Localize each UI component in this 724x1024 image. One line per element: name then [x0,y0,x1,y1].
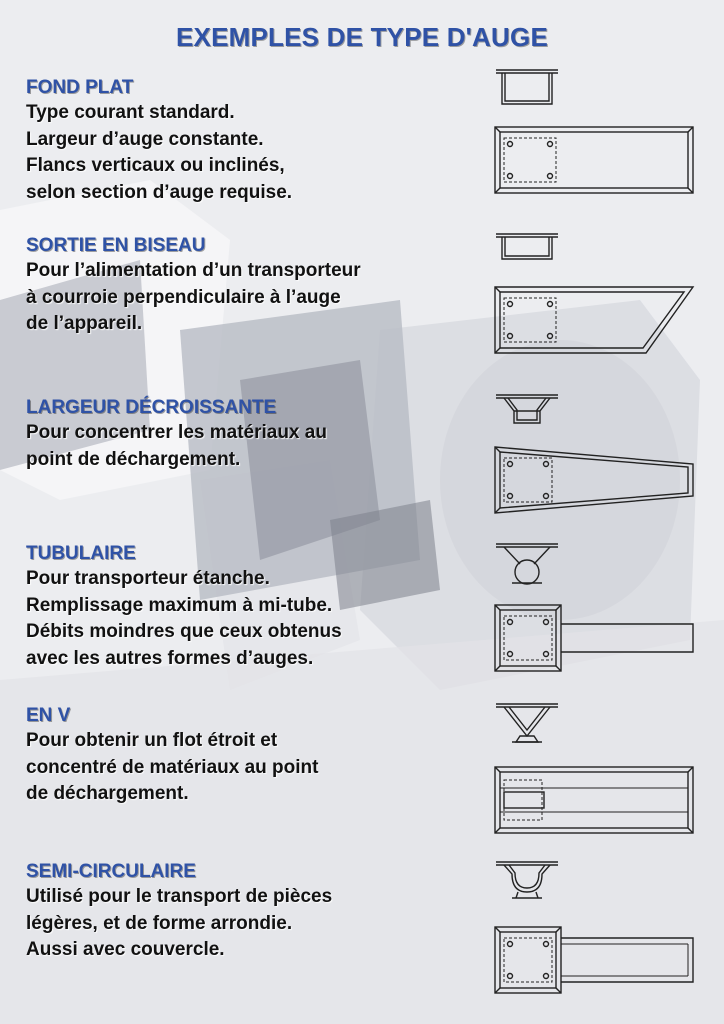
section-largeur-decroissante [26,396,466,473]
section-text-line: Flancs verticaux ou inclinés, [26,155,285,176]
section-heading: FOND PLAT [26,77,134,98]
section-text-line: selon section d’auge requise. [26,181,293,203]
section-text-line: Pour l’alimentation d’un transporteur [26,260,361,281]
fond-plat-section-drawing [496,68,558,108]
sortie-biseau-section-drawing [496,232,558,262]
section-text-line: Pour concentrer les matériaux au [26,422,327,443]
tubulaire-plan-drawing [494,604,694,672]
section-text-line: Utilisé pour le transport de pièces [26,886,333,907]
section-text-line: à courroie perpendiculaire à l’auge [26,286,341,308]
section-heading: SORTIE EN BISEAU [26,235,206,256]
section-heading: SEMI-CIRCULAIRE [26,861,196,882]
section-heading: LARGEUR DÉCROISSANTE [26,397,277,418]
section-text-line: avec les autres formes d’auges. [26,647,314,669]
section-text-line: Pour obtenir un flot étroit et [26,730,278,751]
section-text-line: de l’appareil. [26,313,143,334]
section-text-line: Débits moindres que ceux obtenus [26,621,342,642]
largeur-decroissante-section-drawing [496,393,558,427]
section-text-line: concentré de matériaux au point [26,756,319,778]
section-text-line: Largeur d’auge constante. [26,128,264,150]
page-title: EXEMPLES DE TYPE D'AUGE [176,22,548,52]
en-v-plan-drawing [494,766,694,834]
section-sortie-en-biseau [26,234,466,338]
section-text-line: Aussi avec couvercle. [26,939,225,960]
section-text-line: légères, et de forme arrondie. [26,912,293,934]
fond-plat-plan-drawing [494,126,694,194]
tubulaire-section-drawing [496,542,558,586]
section-heading: TUBULAIRE [26,543,136,564]
largeur-decroissante-plan-drawing [494,446,694,514]
section-en-v [26,704,466,808]
en-v-section-drawing [496,702,558,744]
section-tubulaire [26,542,466,672]
section-semi-circulaire [26,860,466,964]
section-text-line: Type courant standard. [26,102,235,123]
section-text-line: point de déchargement. [26,448,241,470]
semi-circulaire-section-drawing [496,860,558,900]
section-text-line: de déchargement. [26,783,189,804]
section-heading: EN V [26,705,71,726]
section-text-line: Pour transporteur étanche. [26,568,270,589]
section-text-line: Remplissage maximum à mi-tube. [26,594,333,616]
semi-circulaire-plan-drawing [494,926,694,994]
sortie-biseau-plan-drawing [494,286,694,354]
section-fond-plat [26,76,466,206]
